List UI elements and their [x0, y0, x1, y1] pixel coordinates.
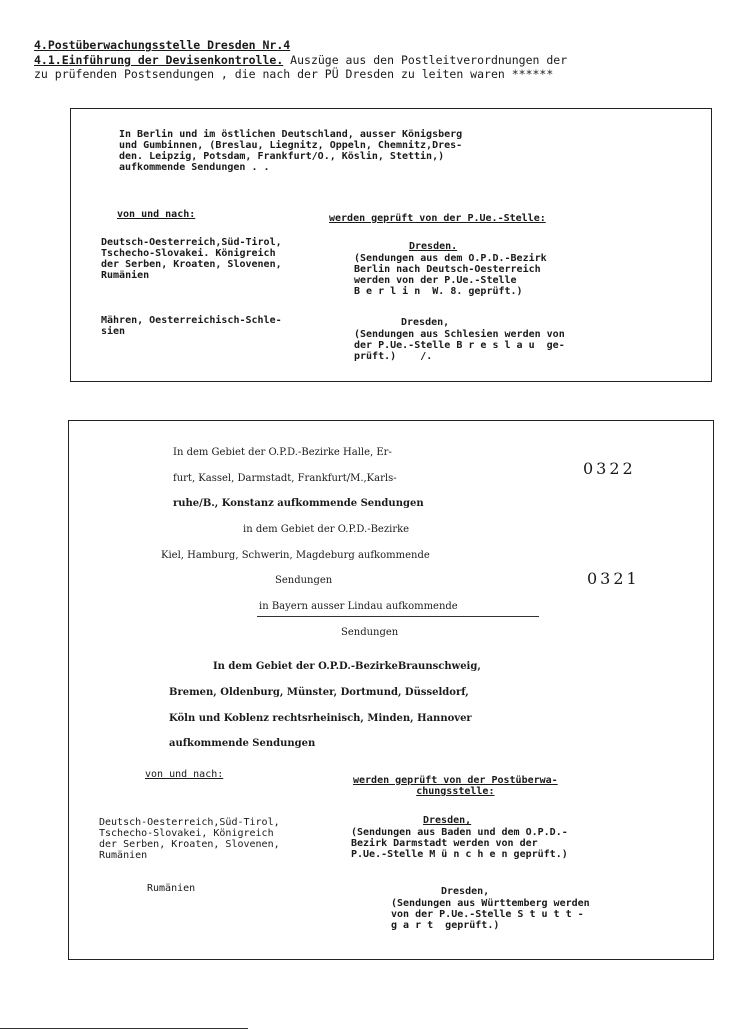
box2-col-right-heading: werden geprüft von der Postüberwa- chungsstelle: — [353, 775, 558, 797]
box2-line-3: ruhe/B., Konstanz aufkommende Sendungen — [173, 498, 424, 509]
box1-col-left-heading: von und nach: — [117, 209, 196, 220]
box1-row2-destinations: Mähren, Oesterreichisch-Schle- sien — [101, 315, 282, 337]
box2-row2-office: Dresden, — [441, 886, 490, 897]
box2-underline — [257, 616, 539, 617]
box2-line-4: in dem Gebiet der O.P.D.-Bezirke — [243, 524, 410, 535]
box2-row1-destinations: Deutsch-Oesterreich,Süd-Tirol, Tschecho-Slovakei, Königreich der Serben, Kroaten, Slovenen, Rumänien — [99, 817, 280, 861]
subsection-title: 4.1.Einführung der Devisenkontrolle. — [34, 53, 284, 67]
header-line-1 — [34, 38, 290, 52]
box1-row1-office: Dresden. — [409, 241, 458, 252]
excerpt-box-1 — [70, 108, 712, 382]
bottom-rule — [0, 1028, 248, 1029]
box1-row2-note: (Sendungen aus Schlesien werden von der P.Ue.-Stelle B r e s l a u ge- prüft.) /. — [354, 329, 565, 362]
subsection-intro: Auszüge aus den Postleitverordnungen der — [283, 53, 568, 67]
box1-row2-office: Dresden, — [401, 317, 450, 328]
box2-line-8: Sendungen — [341, 627, 399, 638]
box2-line-5: Kiel, Hamburg, Schwerin, Magdeburg aufkommende — [161, 550, 430, 561]
box2-col-left-heading: von und nach: — [145, 769, 224, 780]
box2-line-12: aufkommende Sendungen — [169, 738, 316, 749]
header-line-3: zu prüfenden Postsendungen , die nach der PÜ Dresden zu leiten waren ****** — [34, 67, 554, 81]
box2-row1-office: Dresden, — [423, 815, 472, 826]
box2-row1-note: (Sendungen aus Baden und dem O.P.D.- Bezirk Darmstadt werden von der P.Ue.-Stelle M ü n c h e n geprüft.) — [351, 827, 568, 860]
archive-number-0322: 0322 — [583, 459, 636, 478]
box2-line-1: In dem Gebiet der O.P.D.-Bezirke Halle, Er- — [173, 447, 392, 458]
box2-line-7: in Bayern ausser Lindau aufkommende — [259, 601, 458, 612]
box1-row1-note: (Sendungen aus dem O.P.D.-Bezirk Berlin nach Deutsch-Oesterreich werden von der P.Ue.-Stelle B e r l i n W. 8. geprüft.) — [354, 253, 547, 297]
box2-line-6: Sendungen — [275, 575, 333, 586]
box2-row2-note: (Sendungen aus Württemberg werden von der P.Ue.-Stelle S t u t t - g a r t geprüft.) — [391, 898, 590, 931]
box1-row1-destinations: Deutsch-Oesterreich,Süd-Tirol, Tschecho-Slovakei. Königreich der Serben, Kroaten, Slovenen, Rumänien — [101, 237, 282, 281]
box2-row2-destinations: Rumänien — [147, 883, 196, 894]
box2-line-11: Köln und Koblenz rechtsrheinisch, Minden, Hannover — [169, 713, 472, 724]
archive-number-0321: 0321 — [587, 569, 640, 588]
header-line-2 — [34, 53, 567, 67]
box2-line-2: furt, Kassel, Darmstadt, Frankfurt/M.,Karls- — [173, 473, 397, 484]
box1-intro: In Berlin und im östlichen Deutschland, ausser Königsberg und Gumbinnen, (Breslau, Liegnitz, Oppeln, Chemnitz,Dres- den. Leipzig, Potsdam, Frankfurt/O., Köslin, Stettin,) aufkommende Sendungen . . — [119, 129, 463, 173]
box1-col-right-heading: werden geprüft von der P.Ue.-Stelle: — [329, 213, 546, 224]
box2-line-10: Bremen, Oldenburg, Münster, Dortmund, Düsseldorf, — [169, 687, 469, 698]
excerpt-box-2 — [68, 420, 714, 960]
box2-line-9: In dem Gebiet der O.P.D.-BezirkeBraunschweig, — [213, 661, 481, 672]
section-title: 4.Postüberwachungsstelle Dresden Nr.4 — [34, 38, 291, 52]
